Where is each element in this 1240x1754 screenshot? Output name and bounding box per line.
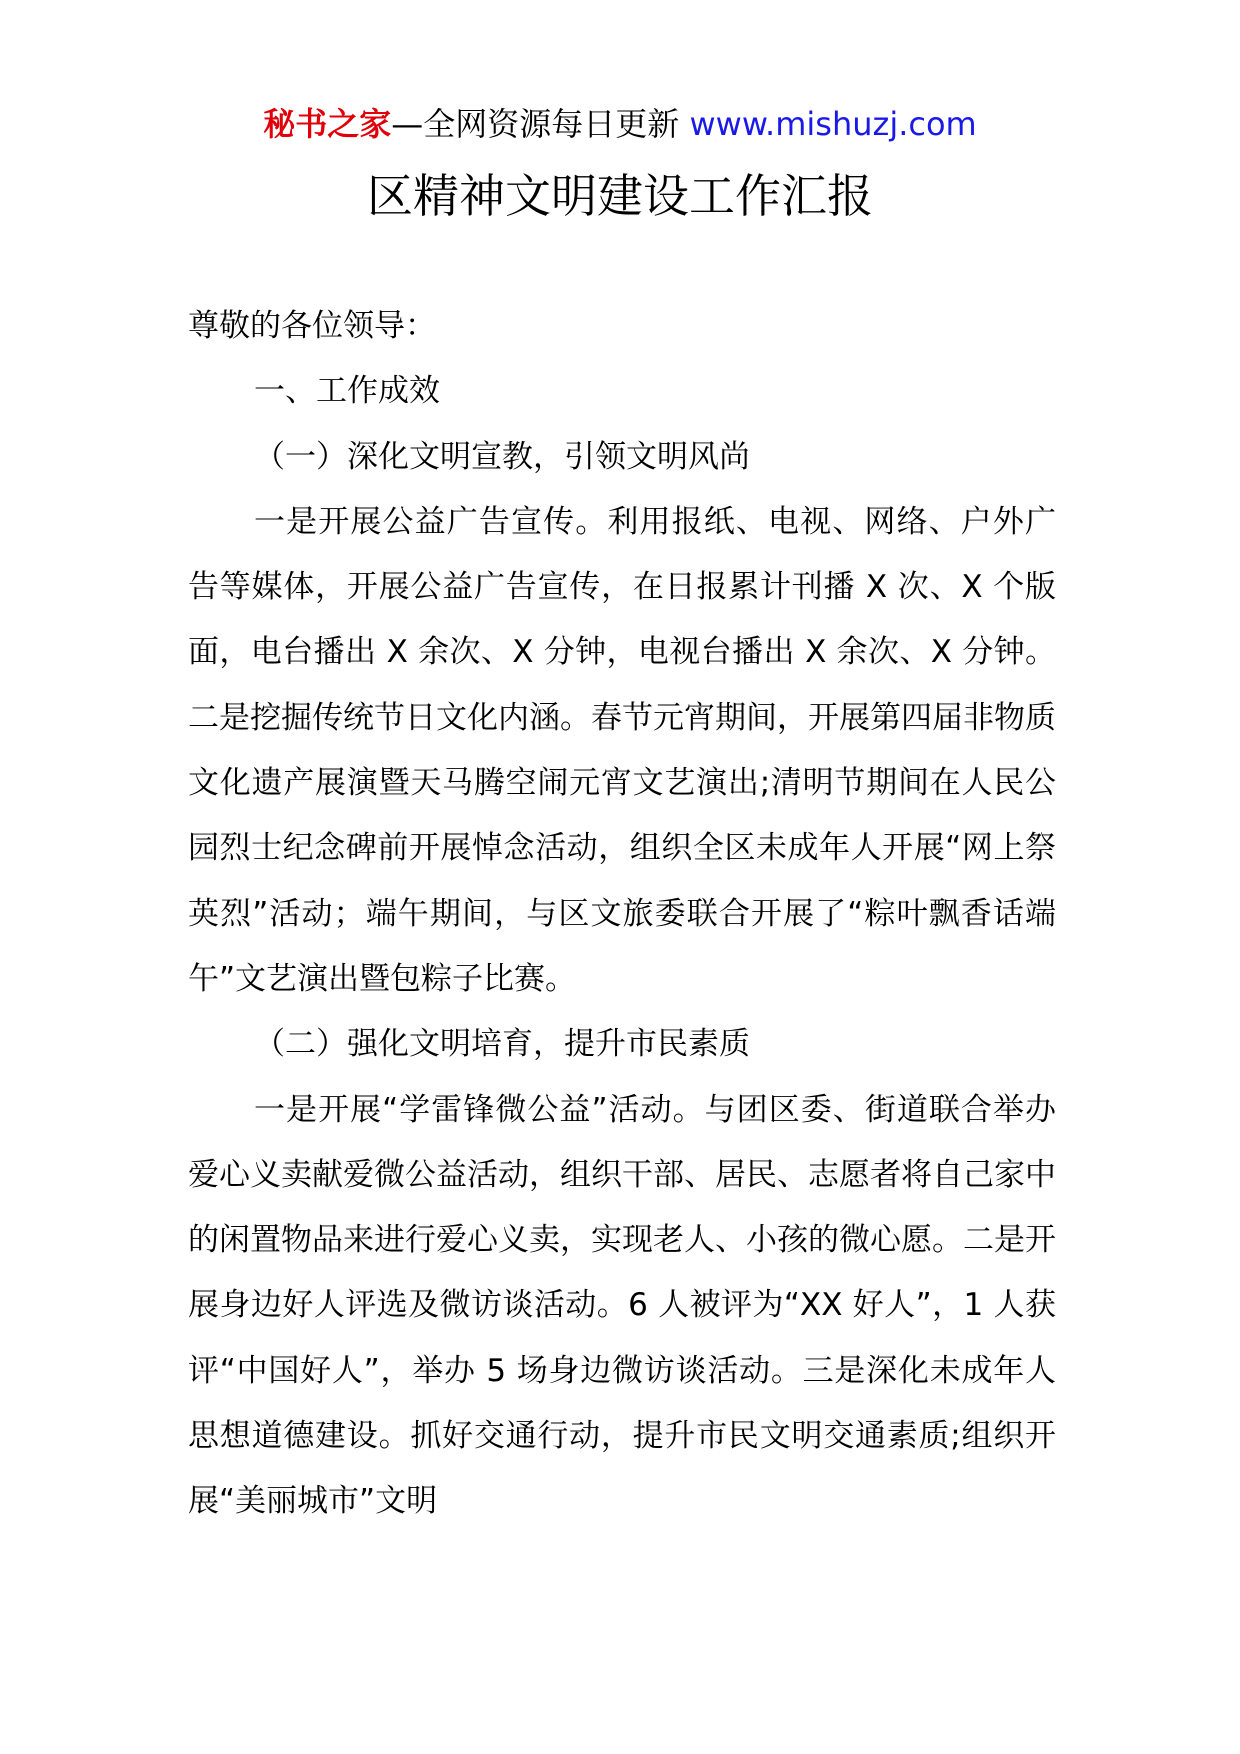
header-site-url[interactable]: www.mishuzj.com bbox=[689, 105, 977, 143]
header-brand: 秘书之家 bbox=[263, 105, 392, 143]
subsection-heading-2: （二）强化文明培育，提升市民素质 bbox=[254, 1026, 750, 1063]
paragraph-1: 一是开展公益广告宣传。利用报纸、电视、网络、户外广告等媒体，开展公益广告宣传，在日报累计刊播 X 次、X 个版面，电台播出 X 余次、X 分钟，电视台播出 X 余次、X 分钟。二是挖掘传统节日文化内涵。春节元宵期间，开展第四届非物质文化遗产展演暨天马腾空闹元宵文艺演出;清明节期间在人民公园烈士纪念碑前开展悼念活动，组织全区未成年人开展“网上祭英烈”活动；端午期间，与区文旅委联合开展了“粽叶飘香话端午”文艺演出暨包粽子比赛。 bbox=[188, 503, 1056, 997]
section-heading-1: 一、工作成效 bbox=[254, 373, 440, 410]
header-slogan: —全网资源每日更新 bbox=[391, 105, 680, 143]
paragraph-2: 一是开展“学雷锋微公益”活动。与团区委、街道联合举办爱心义卖献爱微公益活动，组织干部、居民、志愿者将自己家中的闲置物品来进行爱心义卖，实现老人、小孩的微心愿。二是开展身边好人评选及微访谈活动。6 人被评为“XX 好人”，1 人获评“中国好人”，举办 5 场身边微访谈活动。三是深化未成年人思想道德建设。抓好交通行动，提升市民文明交通素质;组织开展“美丽城市”文明 bbox=[188, 1091, 1056, 1520]
document-title: 区精神文明建设工作汇报 bbox=[367, 169, 873, 223]
document-body bbox=[188, 294, 1056, 1535]
subsection-heading-1: （一）深化文明宣教，引领文明风尚 bbox=[254, 438, 750, 475]
salutation: 尊敬的各位领导： bbox=[188, 308, 436, 344]
watermark-header bbox=[0, 100, 1240, 148]
